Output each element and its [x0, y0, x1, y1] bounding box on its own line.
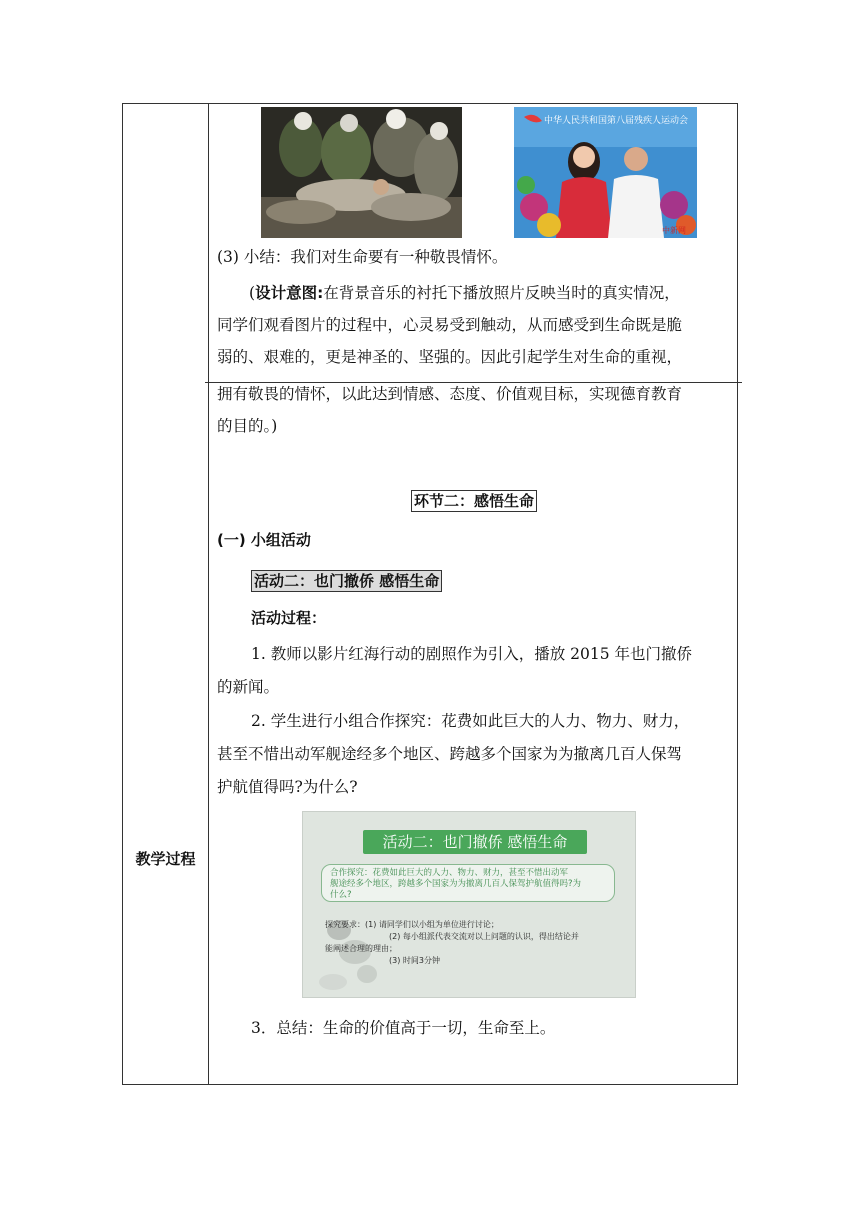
step3: 3．总结：生命的价值高于一切，生命至上。: [251, 1019, 556, 1037]
process-label: 活动过程：: [251, 609, 327, 627]
step2-line2: 甚至不惜出动军舰途经多个地区、跨越多个国家为为撤离几百人保驾: [217, 745, 683, 763]
slide-req1: 探究要求：(1) 请同学们以小组为单位进行讨论；: [325, 920, 499, 929]
stray-divider-line: [205, 382, 742, 383]
design-intent-line5: 的目的。): [217, 417, 278, 435]
activity-title: 活动二：也门撤侨 感悟生命: [251, 570, 442, 592]
step1-line1: 1. 教师以影片红海行动的剧照作为引入，播放 2015 年也门撤侨: [251, 645, 693, 663]
svg-text:中华人民共和国第八届残疾人运动会: 中华人民共和国第八届残疾人运动会: [544, 116, 689, 126]
slide-box-line3: 什么?: [330, 890, 352, 900]
slide-req3: 能阐述合理的理由；: [325, 944, 397, 953]
slide-box-line1: 合作探究：花费如此巨大的人力、物力、财力，甚至不惜出动军: [330, 868, 569, 878]
activity-slide-image: [302, 811, 636, 998]
design-intent-label: 设计意图:: [255, 284, 324, 302]
summary-3: (3) 小结：我们对生命要有一种敬畏情怀。: [217, 248, 508, 266]
column-divider: [208, 104, 209, 1084]
subsection-title: (一) 小组活动: [217, 531, 311, 549]
slide-question-box: [321, 864, 615, 902]
design-intent-line2: 同学们观看图片的过程中，心灵易受到触动，从而感受到生命既是脆: [217, 316, 683, 334]
row-label: 教学过程: [135, 850, 196, 868]
design-intent-line1: (设计意图:在背景音乐的衬托下播放照片反映当时的真实情况，: [249, 284, 680, 302]
slide-req2: (2) 每小组派代表交流对以上问题的认识，得出结论并: [389, 932, 579, 941]
slide-title: 活动二：也门撤侨 感悟生命: [363, 830, 587, 854]
section-title: 环节二：感悟生命: [411, 490, 537, 512]
design-intent-line3: 弱的、艰难的，更是神圣的、坚强的。因此引起学生对生命的重视，: [217, 348, 683, 366]
slide-box-line2: 舰途经多个地区，跨越多个国家为为撤离几百人保驾护航值得吗?为: [330, 879, 582, 889]
lesson-table: [122, 103, 738, 1085]
design-intent-line4: 拥有敬畏的情怀，以此达到情感、态度、价值观目标，实现德育教育: [217, 385, 683, 403]
step1-line2: 的新闻。: [217, 678, 280, 696]
step2-line1: 2. 学生进行小组合作探究：花费如此巨大的人力、物力、财力，: [251, 712, 690, 730]
award-ceremony-photo: [514, 107, 697, 238]
step2-line3: 护航值得吗?为什么?: [217, 778, 358, 796]
svg-text:中新网: 中新网: [662, 226, 686, 235]
slide-req4: (3) 时间3分钟: [389, 956, 440, 965]
rescue-scene-photo: [261, 107, 462, 238]
